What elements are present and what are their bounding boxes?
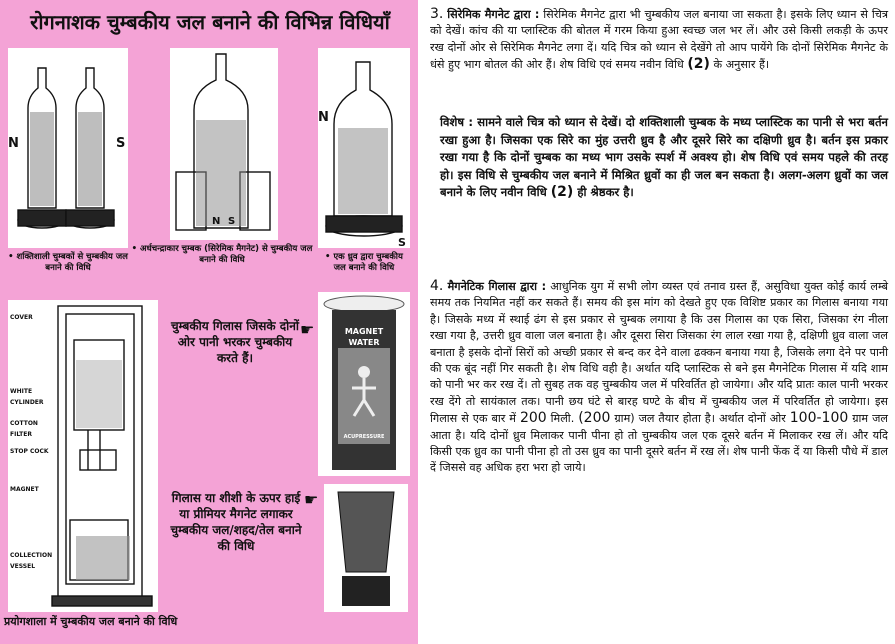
figure-lab-apparatus: [8, 300, 158, 612]
pointing-hand-icon: ☛: [304, 490, 319, 509]
lab-label-cover: COVER: [10, 314, 33, 321]
lab-label-vessel: COLLECTION VESSEL: [10, 552, 53, 570]
magnetic-glass-illustration: [318, 292, 410, 476]
figure-two-bottles-caption: • शक्तिशाली चुम्बकों से चुम्बकीय जल बनाने की विधि: [8, 252, 128, 273]
paragraph-ceramic-magnet: [430, 6, 888, 74]
north-label: N: [318, 110, 329, 125]
glass-magnet-text: गिलास या शीशी के ऊपर हाई या प्रीमियर मैगनेट लगाकर चुम्बकीय जल/शहद/तेल बनाने की विधि: [170, 491, 302, 553]
method-reference: (2): [687, 56, 710, 73]
pointing-hand-icon: ☛: [300, 320, 315, 339]
method-reference: (2): [550, 184, 574, 201]
north-label: N: [212, 216, 221, 227]
south-label: S: [398, 236, 406, 249]
ceramic-magnet-illustration: [170, 48, 278, 240]
item-body: आधुनिक युग में सभी लोग व्यस्त एवं तनाव ग्रस्त हैं, असुविधा युक्त कोई कार्य लम्बे समय तक नियमित नहीं कर सकते हैं। समय की इस मांग को देखते हुए एक विशिष्ट प्रकार का गिलास बनाया गया है। जिसके मध्य में स्थाई ढंग से इस प्रकार से चुम्बक लगाया है कि उस गिलास का एक सिरा, जिसका रंग नीला रखा गया है, उत्तरी ध्रुव वाला जल बनाता है। और दूसरा सिरा जिसका रंग लाल रखा गया है, दक्षिणी ध्रुव वाला जल बनाता है इसके दोनों सिरों को अच्छी प्रकार से बन्द कर देने वाला ढक्कन बनाया गया है, जिसके लगा देने पर पानी की एक बूंद नहीं गिर सकती है। शेष विधि वही है। अर्थात यदि प्लास्टिक से बने इस मैगनेटिक गिलास में यदि शाम को पानी भर कर रख दें। तो सुबह तक वह चुम्बकीय जल में परिवर्तित हो जायेगा। और यदि प्रातः काल पानी भरकर रख देंगे तो सायंकाल तक। पानी छय घंटे से बारह घण्टे के बीच में चुम्बकीय जल में परिवर्तित हो जायेगा। इस गिलास से एक बार में: [430, 280, 888, 426]
item-heading: सिरेमिक मैगनेट द्वारा :: [447, 8, 540, 21]
figure-ceramic-magnet-caption: • अर्धचन्द्राकार चुम्बक (सिरेमिक मैगनेट) से चुम्बकीय जल बनाने की विधि: [131, 244, 313, 265]
one-pole-illustration: [318, 48, 410, 248]
south-label: S: [228, 216, 236, 227]
glass-magnet-illustration: [324, 484, 408, 612]
note-tail: ही श्रेष्ठकर है।: [573, 185, 634, 200]
quantity-value: 100-100: [789, 410, 849, 427]
figure-two-bottles: [8, 48, 128, 248]
figure-magnetic-glass: [318, 292, 410, 476]
lab-label-stopcock: STOP COCK: [10, 448, 49, 455]
south-label: S: [116, 136, 126, 151]
quantity-value: (200: [578, 410, 611, 427]
item-body-tail: ग्राम जल आता है। यदि दोनों ध्रुव मिलाकर पानी पीना हो तो चुम्बकीय जल एक दूसरे बर्तन में मिलाकर रख लें। और यदि किसी एक ध्रुव का पानी पीना हो तो उस ध्रुव का पानी दूसरे बर्तन में रख लें। शेष पानी फेंक दें या किसी पौधे में डाल दें जिससे वह अधिक हरा भरा हो जाये।: [430, 412, 888, 475]
item-body-tail: के अनुसार हैं।: [709, 58, 770, 72]
lab-label-magnet: MAGNET: [10, 486, 39, 493]
item-heading: मैगनेटिक गिलास द्वारा :: [447, 280, 547, 293]
north-label: N: [8, 136, 19, 151]
lab-label-filter: COTTON FILTER: [10, 420, 38, 438]
figure-ceramic-magnet: [170, 48, 278, 240]
figure-one-pole-caption: • एक ध्रुव द्वारा चुम्बकीय जल बनाने की विधि: [325, 252, 403, 273]
note-body: विशेष : सामने वाले चित्र को ध्यान से देखें। दो शक्तिशाली चुम्बक के मध्य प्लास्टिक का पानी से भरा बर्तन रखा हुआ है। जिसका एक सिरे का मुंह उत्तरी ध्रुव है और दूसरे सिरे का दक्षिणी ध्रुव है। बर्तन इस प्रकार रखा गया है कि दोनों चुम्बक का मध्य भाग उसके स्पर्श में अवश्य हो। शेष विधि एवं समय पहले की तरह हो। इस विधि से चुम्बकीय जल बनाने में मिश्रित ध्रुवों का ही जल बन सकता है। अलग-अलग ध्रुवों का जल बनाने के लिए नवीन विधि: [440, 115, 888, 200]
figure-one-pole: [318, 48, 410, 248]
paragraph-magnetic-glass: [430, 278, 888, 477]
glass-brand-label: MAGNET WATER: [344, 327, 384, 347]
quantity-value: 200: [519, 410, 547, 427]
article-text: [430, 6, 890, 638]
lab-label-cylinder: WHITE CYLINDER: [10, 388, 44, 406]
magnetic-glass-text: चुम्बकीय गिलास जिसके दोनों ओर पानी भरकर चुम्बकीय करते हैं।: [171, 319, 299, 365]
figure-lab-caption: प्रयोगशाला में चुम्बकीय जल बनाने की विधि: [4, 615, 178, 628]
figure-glass-magnet: [324, 484, 408, 612]
item-number: 3.: [430, 6, 444, 22]
illustration-panel: [0, 0, 418, 644]
item-body-mid2: ग्राम) जल तैयार होता है। अर्थात दोनों ओर: [610, 412, 790, 426]
panel-title: रोगनाशक चुम्बकीय जल बनाने की विभिन्न विधियाँ: [30, 10, 390, 34]
paragraph-special-note: [440, 114, 888, 202]
item-number: 4.: [430, 278, 444, 294]
item-body: सिरेमिक मैगनेट द्वारा भी चुम्बकीय जल बनाया जा सकता है। इसके लिए ध्यान से चित्र को देखें। कांच की या प्लास्टिक की बोतल में गरम किया हुआ स्वच्छ जल भर लें। और उसे किसी लकड़ी के ऊपर रख दोनों ओर से सिरेमिक मैगनेट लगा दें। यदि चित्र को ध्यान से देखेंगे तो आप पायेंगे कि दोनों सिरेमिक मैगनेट के धंसे हुए भाग बोतल की ओर हैं। शेष विधि एवं समय नवीन विधि: [430, 8, 888, 72]
two-bottles-illustration: [8, 48, 128, 248]
glass-sub-label: ACUPRESSURE: [343, 434, 385, 440]
item-body-mid: मिली.: [546, 412, 579, 426]
